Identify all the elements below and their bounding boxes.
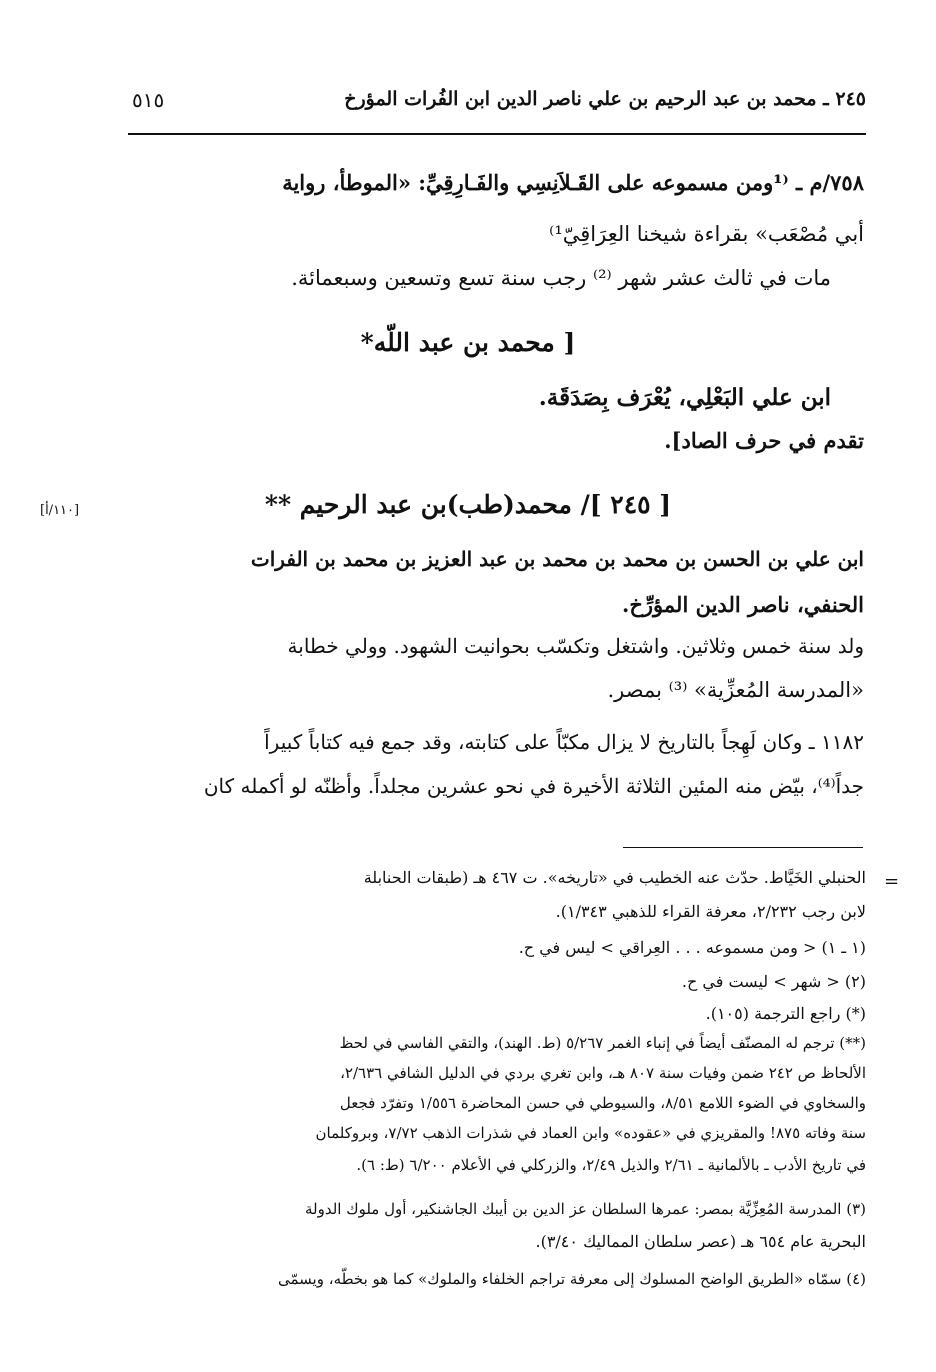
- entry-245-line-3: ولد سنة خمس وثلاثين. واشتغل وتكسّب بحوانيت الشهود. وولي خطابة: [287, 634, 864, 658]
- footnote-2: (٢) < شهر > ليست في ح.: [681, 972, 866, 991]
- footnote-rule: [623, 847, 863, 848]
- footnote-continuation-2: لابن رجب ٢/٢٣٢، معرفة القراء للذهبي ١/٣٤٣).: [555, 902, 866, 921]
- entry-758-line-3: مات في ثالث عشر شهر ⁽²⁾ رجب سنة تسع وتسعين وسبعمائة.: [291, 266, 831, 290]
- footnote-3-line-1: (٣) المدرسة المُعِزِّيَّة بمصر: عمرها السلطان عز الدين بن أيبك الجاشنكير، أول ملوك الدولة: [304, 1200, 866, 1218]
- footnote-double-star-4: سنة وفاته ٨٧٥! والمقريزي في «عقوده» وابن العماد في شذرات الذهب ٧/٧٢، وبروكلمان: [315, 1124, 866, 1142]
- footnote-3-line-2: البحرية عام ٦٥٤ هـ (عصر سلطان المماليك ٣/٤٠).: [535, 1232, 866, 1251]
- footnote-4-line-1: (٤) سمّاه «الطريق الواضح المسلوك إلى معرفة تراجم الخلفاء والملوك» كما هو بخطّه، ويسمّى: [278, 1270, 866, 1288]
- page-number: ٥١٥: [132, 88, 165, 112]
- footnote-continuation-1: الحنبلي الخَيَّاط. حدّث عنه الخطيب في «تاريخه». ت ٤٦٧ هـ (طبقات الحنابلة: [363, 868, 866, 887]
- running-header-title: ٢٤٥ ـ محمد بن عبد الرحيم بن علي ناصر الدين ابن الفُرات المؤرخ: [344, 88, 866, 110]
- footnote-double-star-5: في تاريخ الأدب ـ بالألمانية ـ ٢/٦١ والذيل ٢/٤٩، والزركلي في الأعلام ٦/٢٠٠ (ط: ٦).: [356, 1156, 866, 1174]
- entry-245-line-1: ابن علي بن الحسن بن محمد بن محمد بن عبد العزيز بن محمد بن الفرات: [250, 547, 864, 571]
- continuation-mark: =: [884, 871, 900, 892]
- entry-758-line-1: ٧٥٨/م ـ ⁽¹ومن مسموعه على القَـلاَنِسِي والفَـارِقِيِّ: «الموطأ، رواية: [282, 170, 864, 195]
- entry-heading-abdullah: [ محمد بن عبد اللّه*: [360, 328, 576, 357]
- footnote-double-star-3: والسخاوي في الضوء اللامع ٨/٥١، والسيوطي في حسن المحاضرة ١/٥٥٦ وتفرّد فجعل: [339, 1094, 866, 1112]
- entry-245-line-2: الحنفي، ناصر الدين المؤرِّخ.: [622, 592, 864, 617]
- entry-245-line-6: جداً⁽⁴⁾، بيّض منه المئين الثلاثة الأخيرة في نحو عشرين مجلداً. وأظنّه لو أكمله كان: [203, 774, 864, 798]
- entry-758-line-2: أبي مُصْعَب» بقراءة شيخنا العِرَاقِيّ¹⁾: [549, 222, 864, 246]
- entry-245-line-4: «المدرسة المُعزِّية» ⁽³⁾ بمصر.: [607, 678, 864, 702]
- entry-heading-245: [ ٢٤٥ ]/ محمد(طب)بن عبد الرحيم **: [264, 490, 672, 519]
- entry-abdullah-line-1: ابن علي البَعْلِي، يُعْرَف بِصَدَقَة.: [538, 384, 831, 411]
- header-rule: [128, 133, 866, 135]
- manuscript-folio-ref: [١١٠/أ]: [40, 503, 80, 518]
- footnote-double-star-1: (**) ترجم له المصنّف أيضاً في إنباء الغمر ٥/٢٦٧ (ط. الهند)، والتقي الفاسي في لحظ: [339, 1034, 866, 1052]
- footnote-star: (*) راجع الترجمة (١٠٥).: [705, 1004, 866, 1023]
- entry-abdullah-line-2: تقدم في حرف الصاد].: [664, 428, 864, 453]
- entry-245-line-5: ١١٨٢ ـ وكان لَهِجاً بالتاريخ لا يزال مكبّاً على كتابته، وقد جمع فيه كتاباً كبيراً: [264, 730, 864, 754]
- footnote-double-star-2: الألحاظ ص ٢٤٢ ضمن وفيات سنة ٨٠٧ هـ، وابن تغري بردي في الدليل الشافي ٢/٦٣٦،: [340, 1064, 866, 1082]
- footnote-1: (١ ـ ١) < ومن مسموعه . . . العِراقي > ليس في ح.: [518, 938, 866, 957]
